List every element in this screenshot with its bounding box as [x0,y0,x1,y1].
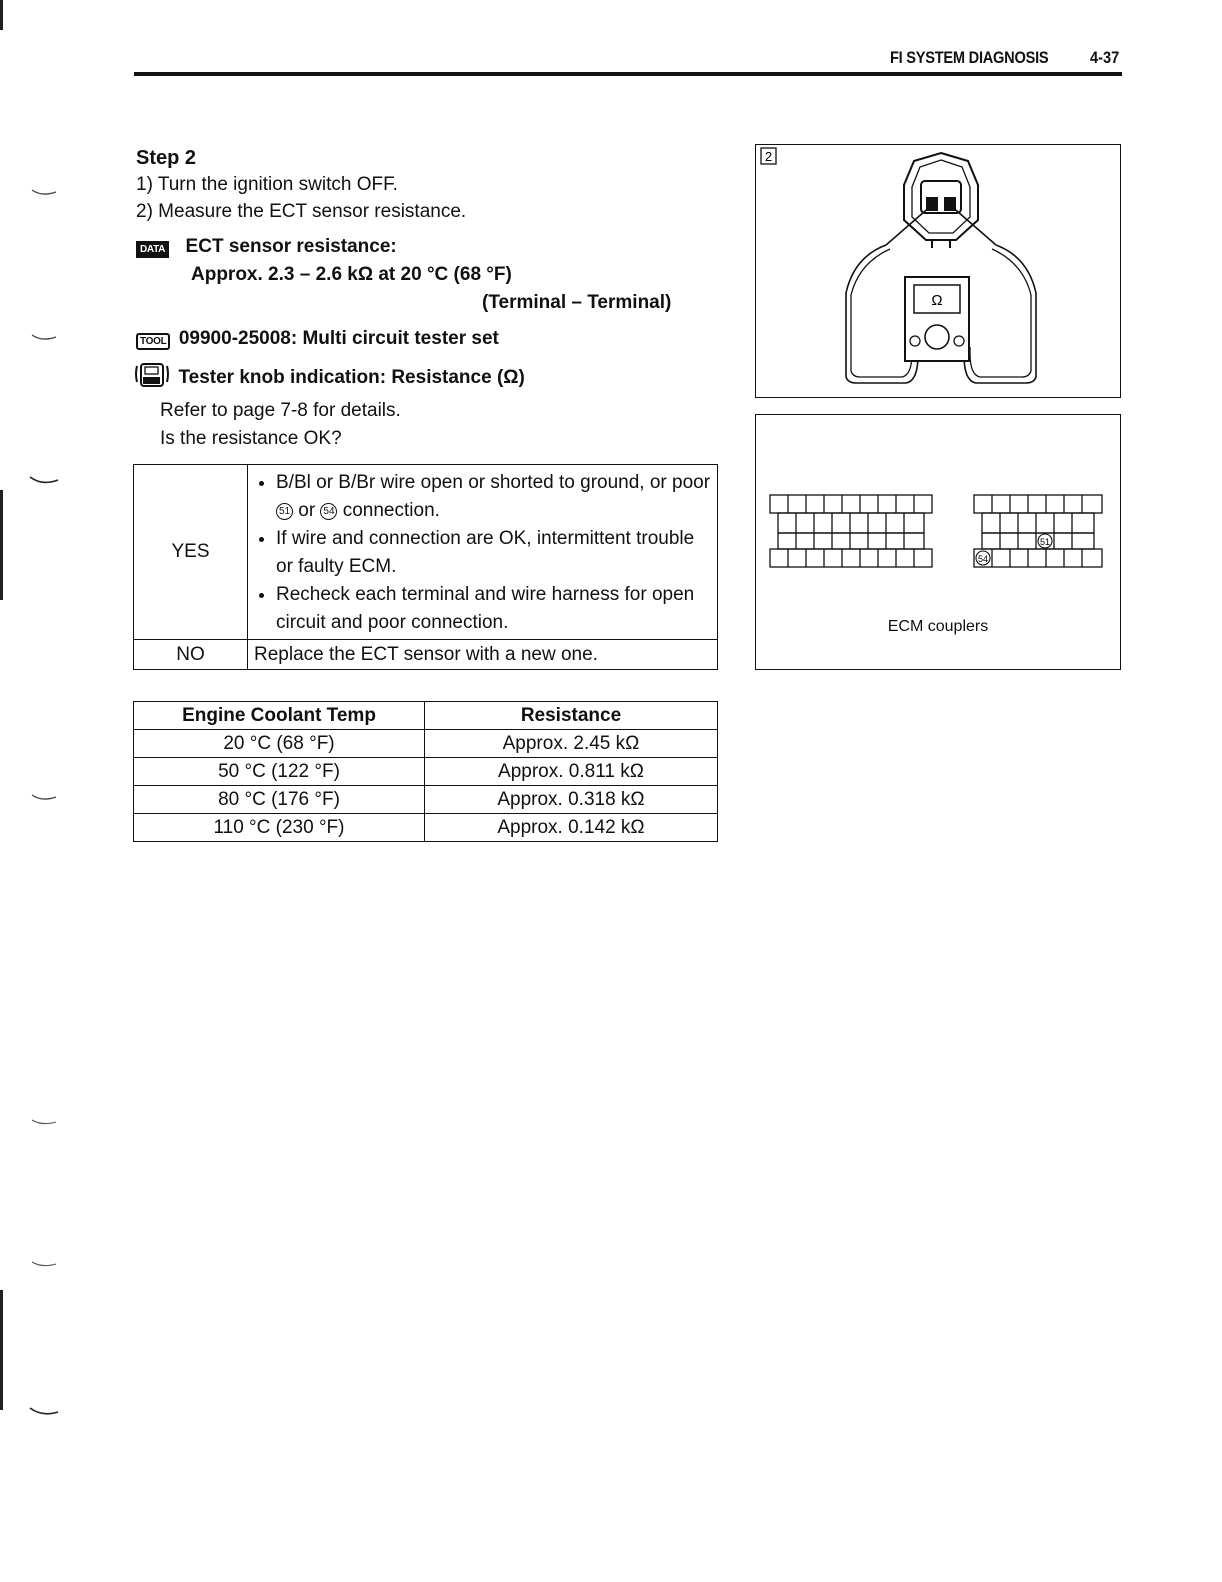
decision-row-no [134,640,718,670]
ohm-symbol: Ω [931,292,943,309]
table-row [134,758,718,786]
temp-cell: 110 °C (230 °F) [134,814,425,842]
ecm-couplers-caption: ECM couplers [887,618,989,635]
pin-54-marker [976,551,990,565]
table-row [134,730,718,758]
binder-edge-mark [0,0,3,30]
tool-icon: TOOL [136,333,170,350]
tool-row [136,328,499,350]
table-row [134,786,718,814]
ect-sensor [904,153,978,248]
ecm-coupler-left [770,495,932,567]
binder-edge-mark [0,490,3,600]
spec-value: Approx. 2.3 – 2.6 kΩ at 20 °C (68 °F) [191,264,512,285]
temp-cell: 80 °C (176 °F) [134,786,425,814]
header-page-number: 4-37 [1090,48,1120,67]
tool-label: 09900-25008: Multi circuit tester set [178,328,499,349]
tester-label: Tester knob indication: Resistance (Ω) [178,367,525,388]
yes-bullet-1-mid: or [293,500,321,521]
spec-condition: (Terminal – Terminal) [482,292,672,313]
decision-row-yes [134,465,718,640]
pin-51-marker [1038,534,1052,548]
temp-cell: 20 °C (68 °F) [134,730,425,758]
ecm-coupler-right [974,495,1102,567]
instruction-2: 2) Measure the ECT sensor resistance. [136,201,467,222]
pin-51-label: 51 [1039,537,1051,547]
temp-cell: 50 °C (122 °F) [134,758,425,786]
header-rule [134,72,1122,76]
no-action: Replace the ECT sensor with a new one. [248,640,718,670]
yes-bullet: • Recheck each terminal and wire harness for open circuit and poor connection. [276,581,711,637]
table-row [134,814,718,842]
sensor-diagram [756,145,1120,397]
multi-circuit-tester [905,277,969,361]
resistance-header-row [134,702,718,730]
decision-table [133,464,718,670]
yes-bullet-1-post: connection. [337,500,440,521]
figure-number: 2 [764,149,773,164]
yes-bullet-1-pre: B/Bl or B/Br wire open or shorted to ground, or poor [276,472,711,493]
yes-label: YES [134,465,248,640]
resistance-cell: Approx. 2.45 kΩ [425,730,718,758]
refer-text: Refer to page 7-8 for details. [160,400,401,421]
spec-label: ECT sensor resistance: [185,236,397,257]
ecm-couplers-figure [755,414,1121,670]
question-text: Is the resistance OK? [160,428,342,449]
header-resistance: Resistance [425,702,718,730]
yes-bullet [276,469,711,525]
resistance-cell: Approx. 0.318 kΩ [425,786,718,814]
pin-51-marker: 51 [276,503,293,520]
step-title: Step 2 [136,147,197,169]
no-label: NO [134,640,248,670]
binder-edge-mark [0,1290,3,1410]
instruction-1: 1) Turn the ignition switch OFF. [136,174,398,195]
ecm-couplers-diagram [756,415,1120,615]
resistance-table [133,701,718,842]
header-temp: Engine Coolant Temp [134,702,425,730]
tester-knob-icon [134,362,172,388]
yes-bullet: • If wire and connection are OK, intermittent trouble or faulty ECM. [276,525,711,581]
pin-54-label: 54 [977,554,989,564]
data-icon: DATA [136,241,169,258]
tester-row [134,362,525,389]
sensor-measurement-figure [755,144,1121,398]
pin-54-marker: 54 [320,503,337,520]
binder-nicks [28,180,64,1420]
spec-row [136,236,397,258]
header-section-title: FI SYSTEM DIAGNOSIS [890,48,1049,67]
yes-actions [248,465,718,640]
resistance-cell: Approx. 0.811 kΩ [425,758,718,786]
resistance-cell: Approx. 0.142 kΩ [425,814,718,842]
